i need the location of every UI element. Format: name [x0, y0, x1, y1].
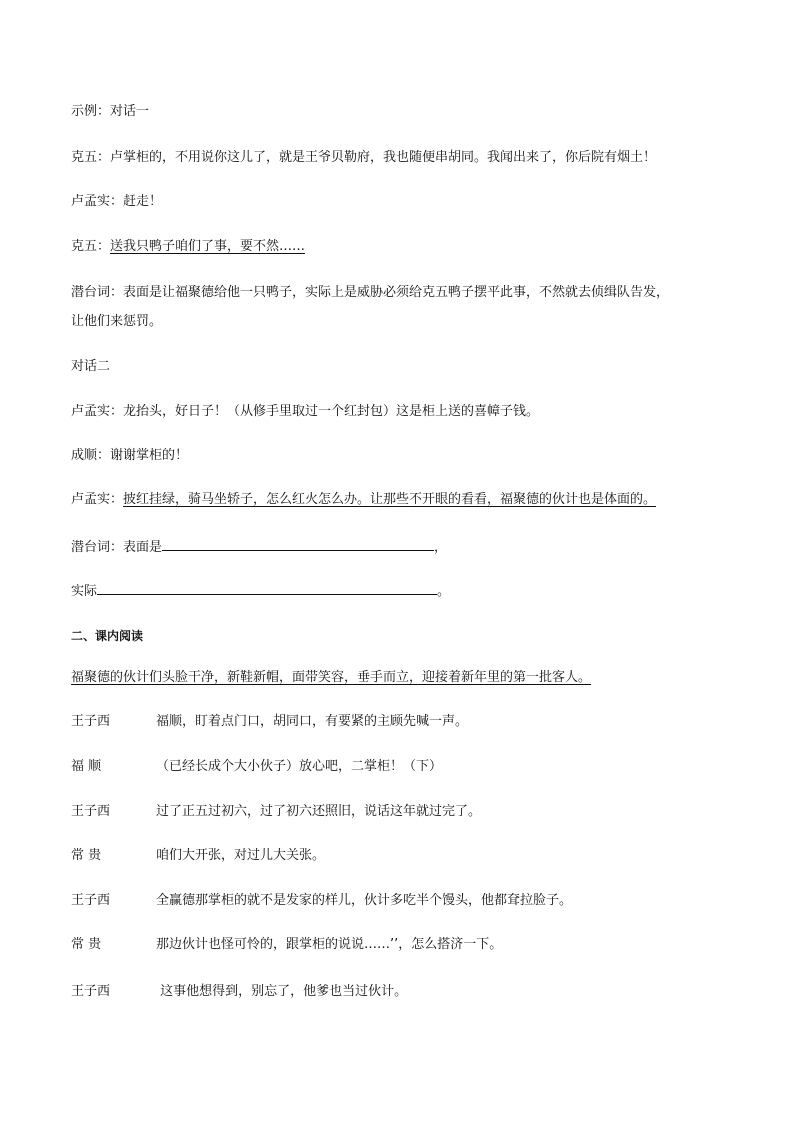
script-line — [71, 758, 442, 776]
speaker: 王子西 — [71, 804, 111, 819]
underlined-line-text: 送我只鸭子咱们了事，要不然…… — [110, 239, 306, 254]
fill-suffix: 。 — [437, 584, 451, 599]
subtext-line-2: 让他们来惩罚。 — [71, 314, 163, 329]
script-line — [71, 847, 325, 865]
dialogue-line — [71, 491, 656, 509]
dialogue2-label: 对话二 — [71, 359, 111, 374]
speaker: 常 贵 — [71, 848, 102, 863]
fill-blank-surface — [71, 536, 447, 557]
fill-suffix: ， — [434, 540, 448, 555]
underlined-line-text: 披红挂绿，骑马坐轿子，怎么红火怎么办。让那些不开眼的看看，福聚德的伙计也是体面的。 — [123, 492, 657, 507]
fill-blank-actual — [71, 580, 450, 601]
speaker: 卢孟实： — [71, 194, 124, 209]
subtext-line-1: 潜台词：表面是让福聚德给他一只鸭子，实际上是威胁必须给克五鸭子摆平此事，不然就去侦缉队告发， — [71, 285, 670, 300]
line-text: 赶走！ — [123, 194, 163, 209]
line-text: 福顺，盯着点门口，胡同口，有要紧的主顾先喊一声。 — [156, 714, 469, 729]
line-text: 卢掌柜的，不用说你这儿了，就是王爷贝勒府，我也随便串胡同。我闻出来了，你后院有烟土！ — [110, 150, 657, 165]
dialogue-line — [71, 149, 656, 167]
speaker: 卢孟实： — [71, 492, 124, 507]
line-text: 谢谢掌柜的！ — [110, 448, 189, 463]
script-line — [71, 713, 468, 731]
line-text: （已经长成个大小伙子）放心吧，二掌柜！（下） — [156, 759, 443, 774]
speaker: 克五： — [71, 239, 111, 254]
example-label: 示例：对话一 — [71, 104, 150, 119]
line-text: 过了正五过初六，过了初六还照旧，说话这年就过完了。 — [156, 804, 482, 819]
section-title: 二、课内阅读 — [71, 629, 144, 643]
speaker: 克五： — [71, 150, 111, 165]
speaker: 成顺： — [71, 448, 111, 463]
script-line — [71, 983, 407, 1001]
line-text: 那边伙计也怪可怜的，跟掌柜的说说……’’，怎么搭济一下。 — [156, 937, 503, 952]
speaker: 常 贵 — [71, 937, 102, 952]
answer-blank[interactable] — [162, 536, 434, 551]
answer-blank[interactable] — [97, 580, 437, 595]
speaker: 王子西 — [71, 893, 111, 908]
dialogue-line — [71, 238, 305, 256]
dialogue-line — [71, 447, 188, 465]
fill-prefix: 实际 — [71, 584, 98, 599]
script-line — [71, 892, 572, 910]
reading-intro: 福聚德的伙计们头脸干净，新鞋新帽，面带笑容，垂手而立，迎接着新年里的第一批客人。 — [71, 670, 592, 685]
dialogue-line — [71, 403, 539, 421]
script-line — [71, 803, 481, 821]
speaker: 卢孟实： — [71, 404, 124, 419]
line-text: 咱们大开张，对过儿大关张。 — [156, 848, 326, 863]
line-text: 这事他想得到，别忘了，他爹也当过伙计。 — [156, 984, 408, 999]
speaker: 王子西 — [71, 984, 111, 999]
script-line — [71, 936, 502, 954]
speaker: 福 顺 — [71, 759, 102, 774]
speaker: 王子西 — [71, 714, 111, 729]
line-text: 龙抬头，好日子！（从修手里取过一个红封包）这是柜上送的喜幛子钱。 — [123, 404, 540, 419]
line-text: 全赢德那掌柜的就不是发家的样儿，伙计多吃半个馒头，他都耷拉脸子。 — [156, 893, 573, 908]
dialogue-line — [71, 193, 162, 211]
fill-prefix: 潜台词：表面是 — [71, 540, 163, 555]
